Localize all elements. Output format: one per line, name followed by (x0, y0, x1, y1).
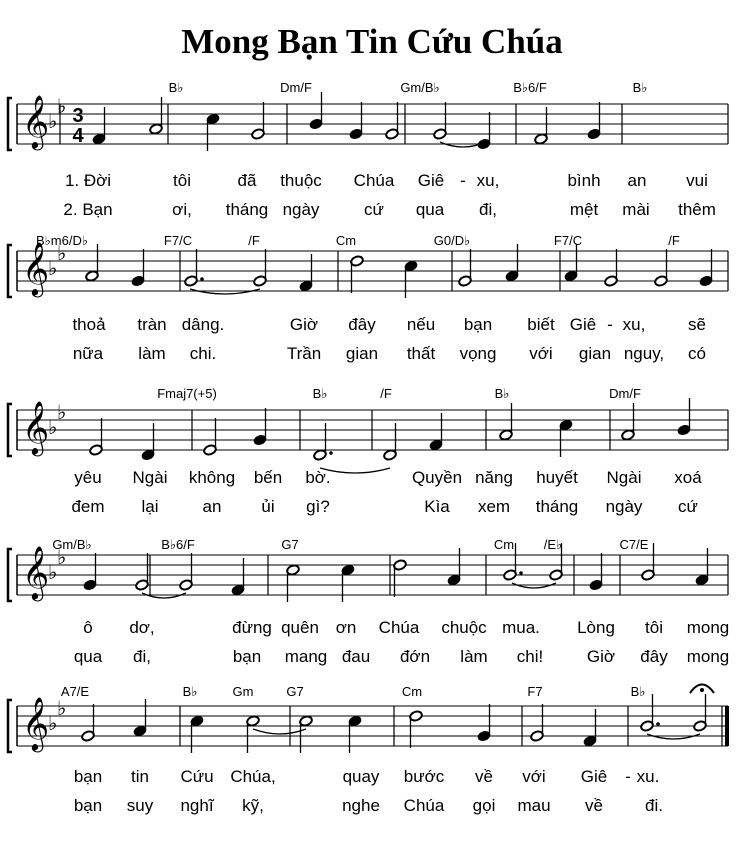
lyric-syllable: mệt (569, 200, 599, 219)
flat-icon: ♭ (57, 243, 67, 265)
chord-label: Cm (401, 684, 423, 699)
lyric-syllable: đớn (399, 647, 431, 666)
lyric-syllable: bạn (73, 796, 103, 815)
lyric-syllable: với (522, 767, 546, 786)
lyric-syllable: Trần (286, 344, 322, 363)
lyric-syllable: - (607, 315, 613, 334)
lyric-syllable: ơi, (172, 200, 192, 219)
lyric-syllable: Giê (417, 171, 445, 190)
chord-label: B♭ (494, 386, 510, 401)
lyric-syllable: nếu (406, 315, 436, 334)
lyric-syllable: qua (73, 647, 103, 666)
chord-label: G7 (281, 537, 299, 552)
lyric-syllable: 1. Đời (64, 171, 112, 190)
flat-icon: ♭ (48, 111, 58, 133)
lyric-syllable: thoả (72, 315, 106, 334)
lyric-syllable: biết (527, 315, 555, 334)
lyric-syllable: bình (567, 171, 601, 190)
lyric-syllable: sẽ (688, 315, 706, 334)
staff-bracket (8, 549, 12, 601)
lyric-syllable: chi! (516, 647, 544, 666)
lyric-syllable: tháng (225, 200, 269, 219)
lyric-syllable: bạn (73, 767, 103, 786)
lyric-syllable: đem (71, 497, 105, 516)
lyric-syllable: Giê (569, 315, 597, 334)
lyric-syllable: nghĩ (180, 796, 214, 815)
chord-label: B♭6/F (161, 537, 195, 552)
chord-label: G0/D♭ (433, 233, 471, 248)
staff-system (8, 386, 728, 516)
chord-label: /E♭ (543, 537, 563, 552)
lyric-syllable: tôi (173, 171, 191, 190)
lyric-syllable: Giờ (586, 647, 616, 666)
chord-label: Gm (232, 684, 254, 699)
chord-label: Gm/B♭ (52, 537, 92, 552)
chord-label: Dm/F (280, 80, 312, 95)
lyric-syllable: đừng (232, 618, 272, 637)
chord-label: Cm (335, 233, 357, 248)
lyric-syllable: đau (341, 647, 371, 666)
lyric-syllable: gọi (472, 796, 496, 815)
chord-label: B♭ (630, 684, 646, 699)
chord-label: B♭ (182, 684, 198, 699)
flat-icon: ♭ (48, 258, 58, 280)
lyric-syllable: xu. (636, 767, 660, 786)
chord-label: B♭6/F (513, 80, 547, 95)
chord-label: B♭ (312, 386, 328, 401)
flat-icon: ♭ (57, 698, 67, 720)
lyric-syllable: bước (403, 767, 445, 786)
chord-label: B♭m6/D♭ (36, 233, 88, 248)
lyric-syllable: có (688, 344, 706, 363)
staff-system (8, 80, 728, 219)
chord-label: /F (380, 386, 392, 401)
lyric-syllable: an (202, 497, 222, 516)
chord-label: Dm/F (609, 386, 641, 401)
lyric-syllable: Chúa (353, 171, 395, 190)
time-signature-bottom: 4 (72, 125, 84, 147)
chord-label: B♭ (168, 80, 184, 95)
lyric-syllable: xu, (476, 171, 500, 190)
lyric-syllable: chuộc (441, 618, 487, 637)
staff-system (8, 684, 729, 815)
staff-systems (8, 80, 729, 815)
lyric-syllable: cứ (364, 200, 384, 219)
lyric-syllable: suy (126, 796, 154, 815)
dot (200, 277, 204, 281)
lyric-syllable: vui (686, 171, 708, 190)
lyric-syllable: thêm (678, 200, 716, 219)
lyric-syllable: tháng (535, 497, 579, 516)
chord-label: G7 (286, 684, 304, 699)
lyric-syllable: kỹ, (242, 796, 264, 815)
lyric-syllable: Giờ (289, 315, 319, 334)
lyric-syllable: chi. (189, 344, 217, 363)
lyric-syllable: nữa (72, 344, 104, 363)
lyric-syllable: xem (477, 497, 511, 516)
chord-label: F7/C (163, 233, 193, 248)
lyric-syllable: vọng (459, 344, 497, 363)
lyric-syllable: an (627, 171, 647, 190)
lyric-syllable: ngày (605, 497, 643, 516)
lyric-syllable: đi, (479, 200, 497, 219)
song-title: Mong Bạn Tin Cứu Chúa (181, 22, 563, 61)
lyric-syllable: đi. (645, 796, 663, 815)
lyric-syllable: quay (342, 767, 380, 786)
lyric-syllable: ngày (282, 200, 320, 219)
lyric-syllable: Chúa (378, 618, 420, 637)
staff-system (8, 233, 728, 363)
lyric-syllable: quên (281, 618, 319, 637)
lyric-syllable: dơ, (129, 618, 155, 637)
lyric-syllable: lại (141, 497, 159, 516)
chord-label: B♭ (632, 80, 648, 95)
lyric-syllable: mau (517, 796, 551, 815)
lyric-syllable: Kìa (424, 497, 450, 516)
treble-clef-icon: 𝄞 (22, 697, 50, 749)
lyric-syllable: nguy, (623, 344, 665, 363)
chord-label: Fmaj7(+5) (157, 386, 217, 401)
lyric-syllable: mua. (502, 618, 540, 637)
lyric-syllable: đây (640, 647, 668, 666)
lyric-syllable: bạn (232, 647, 262, 666)
dot (329, 451, 333, 455)
lyric-syllable: mong (686, 618, 730, 637)
lyric-syllable: mong (686, 647, 730, 666)
chord-label: A7/E (60, 684, 90, 699)
chord-label: /F (668, 233, 680, 248)
lyric-syllable: đã (237, 171, 257, 190)
staff-system (8, 537, 729, 666)
flat-icon: ♭ (57, 96, 67, 118)
lyric-syllable: gian (578, 344, 612, 363)
lyric-syllable: nghe (342, 796, 380, 815)
lyric-syllable: mài (622, 200, 650, 219)
lyric-syllable: tin (131, 767, 149, 786)
lyric-syllable: Cứu (180, 767, 214, 786)
staff-bracket (8, 700, 12, 752)
lyric-syllable: 2. Bạn (63, 200, 113, 219)
dot (519, 571, 523, 575)
lyric-syllable: Chúa, (230, 767, 276, 786)
lyric-syllable: thuộc (280, 171, 322, 190)
flat-icon: ♭ (57, 402, 67, 424)
time-signature-top: 3 (72, 105, 84, 127)
chord-label: C7/E (619, 537, 649, 552)
fermata-icon (700, 688, 704, 692)
treble-clef-icon: 𝄞 (22, 401, 50, 453)
treble-clef-icon: 𝄞 (22, 546, 50, 598)
staff-bracket (8, 404, 12, 456)
lyric-syllable: gì? (306, 497, 330, 516)
lyric-syllable: bờ. (305, 468, 331, 487)
staff-bracket (8, 98, 12, 150)
final-barline (725, 706, 729, 746)
flat-icon: ♭ (48, 417, 58, 439)
treble-clef-icon: 𝄞 (22, 95, 50, 147)
flat-icon: ♭ (57, 547, 67, 569)
flat-icon: ♭ (48, 713, 58, 735)
lyric-syllable: thất (406, 344, 436, 363)
lyric-syllable: bạn (463, 315, 493, 334)
lyric-syllable: làm (460, 647, 488, 666)
chord-label: F7 (527, 684, 543, 699)
tie (253, 729, 306, 734)
lyric-syllable: tôi (645, 618, 663, 637)
lyric-syllable: về (475, 767, 493, 786)
chord-label: Gm/B♭ (400, 80, 440, 95)
chord-label: Cm (493, 537, 515, 552)
lyric-syllable: gian (345, 344, 379, 363)
lyric-syllable: Ngài (132, 468, 168, 487)
lyric-syllable: ủi (261, 497, 275, 516)
lyric-syllable: ơn (335, 618, 357, 637)
staff-bracket (8, 245, 12, 297)
lyric-syllable: Lòng (577, 618, 615, 637)
lyric-syllable: bến (253, 468, 283, 487)
lyric-syllable: ô (83, 618, 93, 637)
lyric-syllable: Giê (580, 767, 608, 786)
lyric-syllable: Quyền (411, 468, 463, 487)
lyric-syllable: không (188, 468, 236, 487)
lyric-syllable: yêu (74, 468, 102, 487)
chord-label: /F (248, 233, 260, 248)
lyric-syllable: về (585, 796, 603, 815)
lyric-syllable: - (460, 171, 466, 190)
lyric-syllable: Chúa (403, 796, 445, 815)
dot (656, 722, 660, 726)
lyric-syllable: - (625, 767, 631, 786)
lyric-syllable: qua (415, 200, 445, 219)
lyric-syllable: huyết (536, 468, 578, 487)
lyric-syllable: mang (284, 647, 328, 666)
lyric-syllable: xu, (622, 315, 646, 334)
lyric-syllable: dâng. (181, 315, 225, 334)
treble-clef-icon: 𝄞 (22, 242, 50, 294)
lyric-syllable: với (529, 344, 553, 363)
lyric-syllable: đây (348, 315, 376, 334)
chord-label: F7/C (553, 233, 583, 248)
flat-icon: ♭ (48, 562, 58, 584)
lyric-syllable: năng (475, 468, 513, 487)
lyric-syllable: xoá (674, 468, 702, 487)
lyric-syllable: làm (138, 344, 166, 363)
lyric-syllable: cứ (678, 497, 698, 516)
lyric-syllable: tràn (137, 315, 167, 334)
lyric-syllable: Ngài (606, 468, 642, 487)
lyric-syllable: đi, (133, 647, 151, 666)
